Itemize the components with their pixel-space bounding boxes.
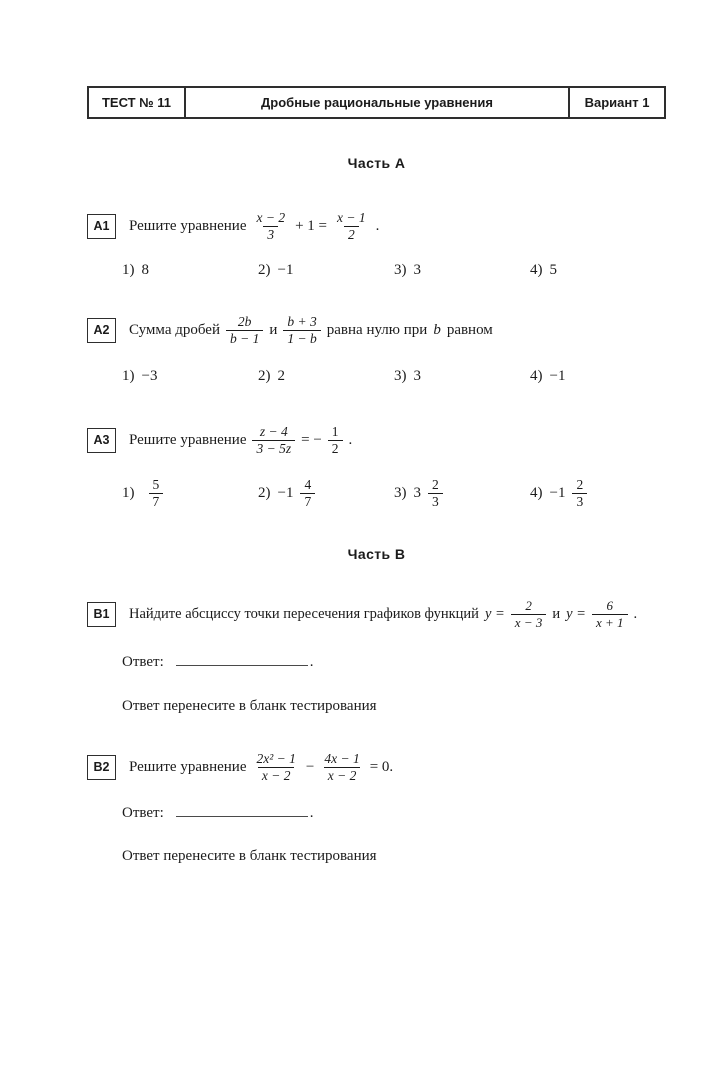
fraction-denominator: 2 <box>344 226 359 243</box>
option-fraction <box>572 477 587 510</box>
option-value: 3 <box>413 368 421 384</box>
fraction-denominator: 3 <box>572 493 587 510</box>
equation-middle: + 1 = <box>295 217 328 234</box>
fraction-denominator: 7 <box>149 493 164 510</box>
question-a2-prefix: Сумма дробей <box>129 321 220 338</box>
fraction-numerator: 4x − 1 <box>324 750 360 766</box>
fraction-numerator: z − 4 <box>259 423 288 439</box>
question-a2-suffix2: равном <box>446 321 493 338</box>
question-b1-box: В1 <box>87 602 116 627</box>
question-b2-text <box>129 751 393 784</box>
fraction <box>320 751 363 784</box>
fraction <box>252 751 299 784</box>
option <box>530 368 565 385</box>
option-marker: 2) <box>258 262 271 278</box>
option-marker: 4) <box>530 262 543 278</box>
option <box>394 477 530 510</box>
fraction <box>252 424 295 457</box>
fraction-denominator: 7 <box>300 493 315 510</box>
transfer-note-b1: Ответ перенесите в бланк тестирования <box>122 698 377 714</box>
options-a1 <box>122 262 557 279</box>
fraction-numerator: 2 <box>432 477 439 492</box>
option-value: 3 <box>413 262 421 278</box>
answer-row-b2 <box>122 803 314 822</box>
option-marker: 3) <box>394 368 407 384</box>
fraction-denominator: b − 1 <box>226 330 263 347</box>
fraction <box>252 210 289 243</box>
question-b1-prefix: Найдите абсциссу точки пересечения графиков функций <box>129 605 479 622</box>
question-a3 <box>87 420 352 460</box>
option-marker: 3) <box>394 262 407 278</box>
option-marker: 1) <box>122 262 135 278</box>
question-a3-box: А3 <box>87 428 116 453</box>
fraction <box>226 314 263 347</box>
test-header-table <box>87 86 666 119</box>
question-b1-text <box>129 598 637 630</box>
option-marker: 2) <box>258 368 271 384</box>
answer-blank-line <box>176 803 308 817</box>
variable-b: b <box>433 321 441 338</box>
test-title: Дробные рациональные уравнения <box>261 95 493 110</box>
option <box>258 262 394 279</box>
answer-label: Ответ: <box>122 805 164 821</box>
fraction-numerator: 1 <box>331 423 339 439</box>
fraction-denominator: x − 2 <box>258 767 295 784</box>
option <box>258 477 394 510</box>
fraction <box>328 424 343 457</box>
option-value: 8 <box>141 262 149 278</box>
test-title-cell <box>186 88 570 117</box>
equation-middle: и <box>269 321 278 338</box>
answer-period: . <box>309 654 314 670</box>
option-value: −1 <box>549 368 566 384</box>
option-whole: −1 <box>549 484 566 501</box>
option-value: −3 <box>141 368 158 384</box>
option-marker: 4) <box>530 484 543 501</box>
option <box>530 477 587 510</box>
option-marker: 1) <box>122 484 135 501</box>
variant-label: Вариант 1 <box>584 95 650 110</box>
question-b1 <box>87 594 637 634</box>
function-y2: y = <box>566 605 586 622</box>
fraction-numerator: 4 <box>304 477 312 492</box>
question-a3-text <box>129 424 352 457</box>
question-a1-box: А1 <box>87 214 116 239</box>
option-marker: 2) <box>258 484 271 501</box>
equation-suffix: . <box>375 217 380 234</box>
option <box>394 368 530 385</box>
fraction-denominator: 2 <box>328 440 343 457</box>
option-fraction <box>149 477 164 510</box>
option <box>530 262 557 279</box>
fraction-numerator: x − 1 <box>337 209 366 225</box>
variant-cell <box>570 88 664 117</box>
question-b2 <box>87 747 393 787</box>
option <box>122 262 258 279</box>
equation-middle: и <box>552 605 561 622</box>
options-a2 <box>122 368 565 385</box>
option-fraction <box>300 477 315 510</box>
fraction-denominator: 3 − 5z <box>252 440 295 457</box>
option-marker: 3) <box>394 484 407 501</box>
equation-suffix: . <box>633 605 638 622</box>
part-b-heading: Часть В <box>347 546 406 562</box>
option <box>122 477 258 510</box>
function-y1: y = <box>484 605 505 622</box>
test-number-label: ТЕСТ № 11 <box>101 95 172 110</box>
answer-period: . <box>309 805 314 821</box>
fraction-denominator: x − 3 <box>511 614 547 630</box>
fraction-denominator: 3 <box>263 226 278 243</box>
fraction <box>333 210 370 243</box>
question-a1-text <box>129 210 379 243</box>
equation-suffix: = 0. <box>369 758 394 775</box>
fraction <box>592 598 628 630</box>
fraction-numerator: b + 3 <box>287 313 317 329</box>
fraction <box>511 598 547 630</box>
equation-suffix: . <box>348 431 353 448</box>
option-fraction <box>428 477 443 510</box>
option <box>394 262 530 279</box>
question-a2-box: А2 <box>87 318 116 343</box>
fraction-numerator: 2 <box>576 477 584 492</box>
question-a2 <box>87 310 493 350</box>
option-value: 5 <box>549 262 557 278</box>
options-a3 <box>122 477 587 510</box>
fraction-numerator: 2 <box>525 598 532 614</box>
fraction-numerator: x − 2 <box>256 209 286 225</box>
option-marker: 4) <box>530 368 543 384</box>
question-a2-text <box>129 314 493 347</box>
answer-blank-line <box>176 652 308 666</box>
answer-label: Ответ: <box>122 654 164 670</box>
fraction-numerator: 5 <box>152 477 160 492</box>
equation-middle: − <box>305 758 315 775</box>
question-a1-prefix: Решите уравнение <box>129 217 247 234</box>
option-marker: 1) <box>122 368 135 384</box>
question-b2-prefix: Решите уравнение <box>129 758 247 775</box>
answer-row-b1 <box>122 652 314 671</box>
test-number-cell <box>89 88 186 117</box>
option-whole: 3 <box>413 484 421 501</box>
question-a2-suffix1: равна нулю при <box>326 321 428 338</box>
option-value: 2 <box>277 368 285 384</box>
option-value: −1 <box>277 262 294 278</box>
question-a1 <box>87 206 379 246</box>
option <box>258 368 394 385</box>
fraction-denominator: 3 <box>428 493 443 510</box>
fraction-numerator: 2x² − 1 <box>256 750 296 766</box>
fraction-numerator: 2b <box>237 313 252 329</box>
fraction-denominator: x + 1 <box>592 614 628 630</box>
equation-middle: = − <box>301 431 322 448</box>
fraction-denominator: x − 2 <box>324 767 361 784</box>
question-b2-box: В2 <box>87 755 116 780</box>
part-a-heading: Часть А <box>347 155 406 171</box>
fraction <box>283 314 320 347</box>
option-whole: −1 <box>277 484 294 501</box>
fraction-numerator: 6 <box>606 598 613 614</box>
option <box>122 368 258 385</box>
fraction-denominator: 1 − b <box>283 330 320 347</box>
transfer-note-b2: Ответ перенесите в бланк тестирования <box>122 848 377 864</box>
question-a3-prefix: Решите уравнение <box>129 431 247 448</box>
